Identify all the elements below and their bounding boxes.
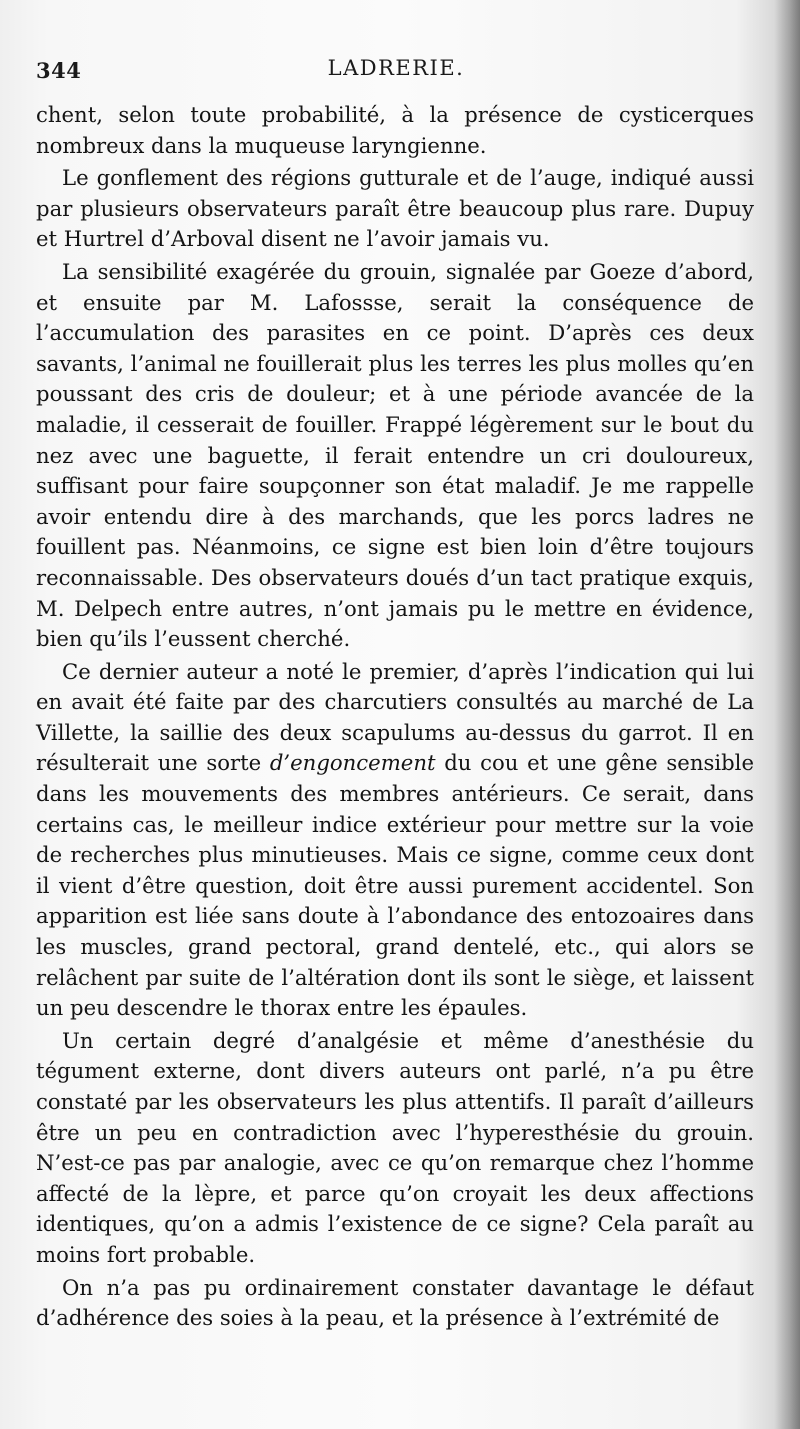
paragraph-3: La sensibilité exagérée du grouin, signalée par Goeze d’abord, et ensuite par M. Lafossse, serait la conséquence de l’accumulation des parasites en ce point. D’après ces deux savants, l’animal ne fouillerait plus les terres les plus molles qu’en poussant des cris de douleur; et à une période avancée de la maladie, il cesserait de fouiller. Frappé légèrement sur le bout du nez avec une baguette, il ferait entendre un cri douloureux, suffisant pour faire soupçonner son état maladif. Je me rappelle avoir entendu dire à des marchands, que les porcs ladres ne fouillent pas. Néanmoins, ce signe est bien loin d’être toujours reconnaissable. Des observateurs doués d’un tact pratique exquis, M. Delpech entre autres, n’ont jamais pu le mettre en évidence, bien qu’ils l’eussent cherché. <box>36 258 754 652</box>
page-number: 344 <box>36 58 82 83</box>
paragraph-1: chent, selon toute probabilité, à la présence de cysticerques nombreux dans la muqueuse laryngienne. <box>36 102 754 158</box>
body-text <box>36 100 754 1336</box>
page-gutter-shadow <box>774 0 800 1429</box>
page-header <box>36 52 756 92</box>
running-head: LADRERIE. <box>327 56 465 80</box>
paragraph-5: Un certain degré d’analgésie et même d’anesthésie du tégument externe, dont divers auteurs ont parlé, n’a pu être constaté par les observateurs les plus attentifs. Il paraît d’ailleurs être un peu en contradiction avec l’hyperesthésie du grouin. N’est-ce pas par analogie, avec ce qu’on remarque chez l’homme affecté de la lèpre, et parce qu’on croyait les deux affections identiques, qu’on a admis l’existence de ce signe? Cela paraît au moins fort probable. <box>36 1027 754 1267</box>
paragraph-2: Le gonflement des régions gutturale et de l’auge, indiqué aussi par plusieurs observateurs paraît être beaucoup plus rare. Dupuy et Hurtrel d’Arboval disent ne l’avoir jamais vu. <box>36 165 754 252</box>
paragraph-4: Ce dernier auteur a noté le premier, d’après l’indication qui lui en avait été faite par des charcutiers consultés au marché de La Villette, la saillie des deux scapulums au-dessus du garrot. Il en résulterait une sorte d’engoncement du cou et une gêne sensible dans les mouvements des membres antérieurs. Ce serait, dans certains cas, le meilleur indice extérieur pour mettre sur la voie de recherches plus minutieuses. Mais ce signe, comme ceux dont il vient d’être question, doit être aussi purement accidentel. Son apparition est liée sans doute à l’abondance des entozoaires dans les muscles, grand pectoral, grand dentelé, etc., qui alors se relâchent par suite de l’altération dont ils sont le siège, et laissent un peu descendre le thorax entre les épaules. <box>36 658 754 1021</box>
emphasized-term: d’engoncement <box>269 750 436 776</box>
paragraph-6: On n’a pas pu ordinairement constater davantage le défaut d’adhérence des soies à la peau, et la présence à l’extrémité de <box>36 1274 754 1331</box>
